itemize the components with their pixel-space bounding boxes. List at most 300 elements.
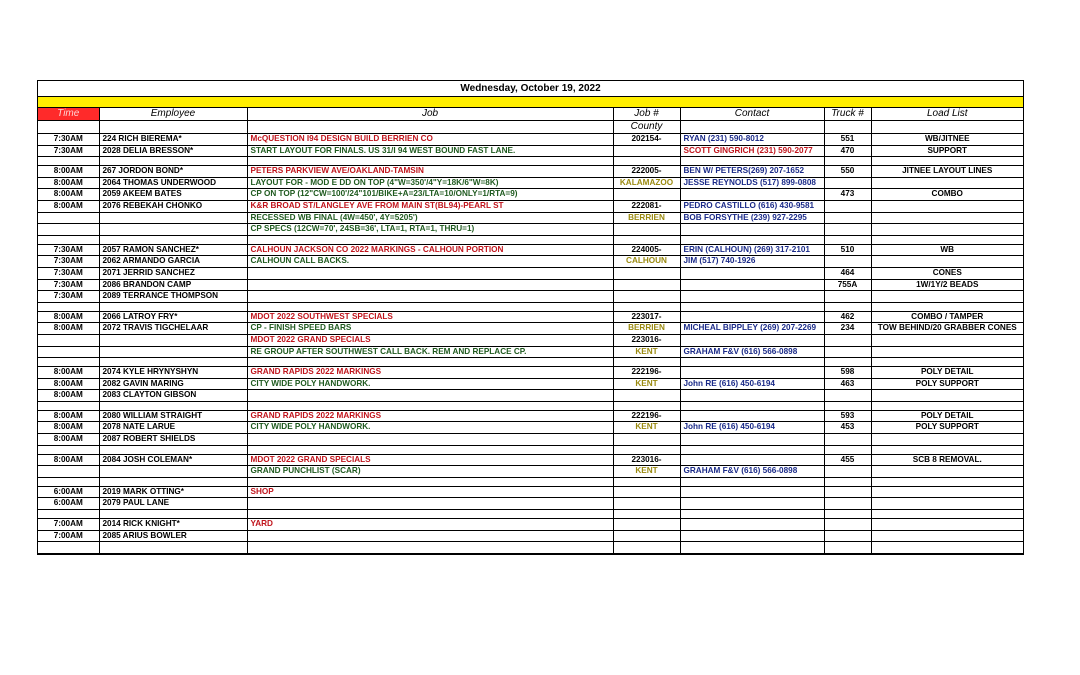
cell-truck <box>824 530 871 542</box>
table-row <box>38 323 1023 335</box>
cell-time <box>38 445 99 454</box>
cell-contact <box>680 410 824 422</box>
cell-contact <box>680 224 824 236</box>
cell-employee <box>99 334 247 346</box>
cell-contact <box>680 434 824 446</box>
cell-job-number <box>613 302 680 311</box>
cell-job-number: 223016- <box>613 334 680 346</box>
cell-job <box>247 279 613 291</box>
cell-truck <box>824 434 871 446</box>
cell-employee: 2014 RICK KNIGHT* <box>99 519 247 531</box>
cell-contact <box>680 445 824 454</box>
cell-employee: 2019 MARK OTTING* <box>99 486 247 498</box>
cell-truck <box>824 224 871 236</box>
cell-load-list <box>871 212 1023 224</box>
cell-job <box>247 390 613 402</box>
header-job-number: Job # <box>613 108 680 121</box>
cell-job <box>247 434 613 446</box>
cell-employee <box>99 542 247 554</box>
cell-time: 7:00AM <box>38 530 99 542</box>
cell-time: 8:00AM <box>38 390 99 402</box>
cell-time: 8:00AM <box>38 367 99 379</box>
cell-truck: 234 <box>824 323 871 335</box>
cell-contact <box>680 390 824 402</box>
cell-job: CALHOUN JACKSON CO 2022 MARKINGS - CALHOUN PORTION <box>247 244 613 256</box>
cell-job: MDOT 2022 SOUTHWEST SPECIALS <box>247 311 613 323</box>
cell-job-number <box>613 434 680 446</box>
cell-job-number: 202154- <box>613 134 680 146</box>
cell-contact <box>680 311 824 323</box>
cell-employee <box>99 510 247 519</box>
cell-job <box>247 291 613 303</box>
cell-load-list <box>871 177 1023 189</box>
cell-job-number <box>613 235 680 244</box>
cell-contact: GRAHAM F&V (616) 566-0898 <box>680 466 824 478</box>
cell-load-list: POLY SUPPORT <box>871 422 1023 434</box>
table-row <box>38 267 1023 279</box>
cell-truck <box>824 510 871 519</box>
cell-load-list <box>871 401 1023 410</box>
cell-contact <box>680 454 824 466</box>
cell-truck <box>824 334 871 346</box>
cell-time: 7:30AM <box>38 279 99 291</box>
cell-contact <box>680 358 824 367</box>
highlight-bar <box>38 97 1023 108</box>
cell-employee: 2089 TERRANCE THOMPSON <box>99 291 247 303</box>
cell-truck <box>824 256 871 268</box>
cell-contact <box>680 498 824 510</box>
cell-load-list <box>871 346 1023 358</box>
cell-job: GRAND RAPIDS 2022 MARKINGS <box>247 367 613 379</box>
cell-employee: 2059 AKEEM BATES <box>99 189 247 201</box>
cell-job-number <box>613 189 680 201</box>
table-row <box>38 434 1023 446</box>
cell-time: 8:00AM <box>38 311 99 323</box>
cell-contact <box>680 367 824 379</box>
cell-truck: 473 <box>824 189 871 201</box>
cell-job-number: 223016- <box>613 454 680 466</box>
cell-truck: 462 <box>824 311 871 323</box>
cell-load-list: SUPPORT <box>871 145 1023 157</box>
cell-load-list: COMBO <box>871 189 1023 201</box>
cell-time: 8:00AM <box>38 434 99 446</box>
cell-time: 7:30AM <box>38 256 99 268</box>
cell-job: MDOT 2022 GRAND SPECIALS <box>247 454 613 466</box>
cell-load-list <box>871 358 1023 367</box>
cell-contact: SCOTT GINGRICH (231) 590-2077 <box>680 145 824 157</box>
cell-truck <box>824 177 871 189</box>
cell-truck <box>824 486 871 498</box>
cell-load-list <box>871 302 1023 311</box>
cell-time: 7:30AM <box>38 267 99 279</box>
cell-job-number <box>613 486 680 498</box>
cell-truck: 463 <box>824 378 871 390</box>
cell-truck: 470 <box>824 145 871 157</box>
table-row <box>38 279 1023 291</box>
cell-job: K&R BROAD ST/LANGLEY AVE FROM MAIN ST(BL94)-PEARL ST <box>247 200 613 212</box>
cell-contact: BOB FORSYTHE (239) 927-2295 <box>680 212 824 224</box>
cell-time <box>38 542 99 554</box>
cell-truck: 510 <box>824 244 871 256</box>
table-row <box>38 235 1023 244</box>
table-row <box>38 358 1023 367</box>
cell-employee <box>99 346 247 358</box>
cell-employee <box>99 302 247 311</box>
cell-employee <box>99 235 247 244</box>
cell-truck: 598 <box>824 367 871 379</box>
schedule-sheet <box>37 80 1024 555</box>
cell-job-number <box>613 291 680 303</box>
cell-job: CALHOUN CALL BACKS. <box>247 256 613 268</box>
table-row <box>38 367 1023 379</box>
cell-time: 8:00AM <box>38 378 99 390</box>
table-row <box>38 401 1023 410</box>
cell-employee <box>99 212 247 224</box>
cell-time <box>38 401 99 410</box>
cell-load-list <box>871 466 1023 478</box>
table-row <box>38 224 1023 236</box>
cell-load-list: TOW BEHIND/20 GRABBER CONES <box>871 323 1023 335</box>
cell-job: GRAND RAPIDS 2022 MARKINGS <box>247 410 613 422</box>
cell-employee <box>99 224 247 236</box>
cell-time <box>38 302 99 311</box>
cell-job-number <box>613 498 680 510</box>
cell-job-number <box>613 530 680 542</box>
cell-truck <box>824 477 871 486</box>
cell-job: RE GROUP AFTER SOUTHWEST CALL BACK. REM AND REPLACE CP. <box>247 346 613 358</box>
cell-load-list: WB <box>871 244 1023 256</box>
table-row <box>38 157 1023 166</box>
cell-job-number: 222005- <box>613 166 680 178</box>
cell-truck: 464 <box>824 267 871 279</box>
cell-contact <box>680 279 824 291</box>
cell-employee <box>99 358 247 367</box>
table-row <box>38 244 1023 256</box>
cell-load-list <box>871 434 1023 446</box>
cell-load-list <box>871 498 1023 510</box>
cell-job-number: KENT <box>613 466 680 478</box>
cell-contact <box>680 189 824 201</box>
cell-employee: 2064 THOMAS UNDERWOOD <box>99 177 247 189</box>
cell-employee: 2079 PAUL LANE <box>99 498 247 510</box>
header-contact: Contact <box>680 108 824 121</box>
cell-job: CITY WIDE POLY HANDWORK. <box>247 378 613 390</box>
cell-truck <box>824 358 871 367</box>
cell-job-number: KENT <box>613 378 680 390</box>
cell-employee <box>99 466 247 478</box>
cell-truck <box>824 498 871 510</box>
cell-contact <box>680 401 824 410</box>
cell-contact: PEDRO CASTILLO (616) 430-9581 <box>680 200 824 212</box>
cell-load-list: POLY DETAIL <box>871 367 1023 379</box>
cell-job <box>247 445 613 454</box>
cell-job-number <box>613 542 680 554</box>
cell-job: CP - FINISH SPEED BARS <box>247 323 613 335</box>
cell-job-number <box>613 445 680 454</box>
cell-load-list: CONES <box>871 267 1023 279</box>
cell-truck <box>824 235 871 244</box>
cell-employee: 2072 TRAVIS TIGCHELAAR <box>99 323 247 335</box>
cell-job-number: BERRIEN <box>613 323 680 335</box>
cell-time <box>38 477 99 486</box>
cell-contact <box>680 235 824 244</box>
cell-job-number: CALHOUN <box>613 256 680 268</box>
cell-job <box>247 157 613 166</box>
cell-contact <box>680 530 824 542</box>
cell-employee: 224 RICH BIEREMA* <box>99 134 247 146</box>
cell-employee <box>99 401 247 410</box>
cell-employee: 2078 NATE LARUE <box>99 422 247 434</box>
table-row <box>38 189 1023 201</box>
cell-job <box>247 498 613 510</box>
table-row <box>38 334 1023 346</box>
cell-load-list <box>871 200 1023 212</box>
cell-contact: MICHEAL BIPPLEY (269) 207-2269 <box>680 323 824 335</box>
cell-contact: John RE (616) 450-6194 <box>680 378 824 390</box>
cell-contact <box>680 157 824 166</box>
schedule-table <box>38 108 1023 554</box>
cell-job: CITY WIDE POLY HANDWORK. <box>247 422 613 434</box>
cell-job-number: 222196- <box>613 367 680 379</box>
cell-truck <box>824 466 871 478</box>
cell-job <box>247 358 613 367</box>
cell-time: 7:00AM <box>38 519 99 531</box>
table-row <box>38 498 1023 510</box>
cell-truck <box>824 346 871 358</box>
cell-employee: 2085 ARIUS BOWLER <box>99 530 247 542</box>
cell-truck <box>824 200 871 212</box>
cell-job-number: KALAMAZOO <box>613 177 680 189</box>
cell-contact: GRAHAM F&V (616) 566-0898 <box>680 346 824 358</box>
cell-job <box>247 510 613 519</box>
cell-employee: 2087 ROBERT SHIELDS <box>99 434 247 446</box>
table-row <box>38 177 1023 189</box>
cell-truck <box>824 542 871 554</box>
header-county: County <box>613 121 680 134</box>
cell-job: CP SPECS (12CW=70', 24SB=36', LTA=1, RTA=1, THRU=1) <box>247 224 613 236</box>
cell-contact: BEN W/ PETERS(269) 207-1652 <box>680 166 824 178</box>
cell-contact: JESSE REYNOLDS (517) 899-0808 <box>680 177 824 189</box>
subheader-row <box>38 121 1023 134</box>
cell-contact: John RE (616) 450-6194 <box>680 422 824 434</box>
table-row <box>38 291 1023 303</box>
cell-contact: RYAN (231) 590-8012 <box>680 134 824 146</box>
cell-time <box>38 510 99 519</box>
cell-truck: 550 <box>824 166 871 178</box>
cell-time: 7:30AM <box>38 291 99 303</box>
cell-load-list <box>871 510 1023 519</box>
cell-time: 8:00AM <box>38 177 99 189</box>
header-time: Time <box>38 108 99 121</box>
cell-time: 8:00AM <box>38 410 99 422</box>
cell-truck: 455 <box>824 454 871 466</box>
table-row <box>38 519 1023 531</box>
cell-load-list <box>871 235 1023 244</box>
cell-employee: 2066 LATROY FRY* <box>99 311 247 323</box>
cell-load-list <box>871 477 1023 486</box>
cell-contact <box>680 510 824 519</box>
cell-time: 8:00AM <box>38 200 99 212</box>
cell-employee <box>99 157 247 166</box>
cell-contact: ERIN (CALHOUN) (269) 317-2101 <box>680 244 824 256</box>
cell-contact <box>680 291 824 303</box>
cell-job <box>247 542 613 554</box>
cell-employee: 267 JORDON BOND* <box>99 166 247 178</box>
cell-load-list <box>871 542 1023 554</box>
cell-job <box>247 302 613 311</box>
cell-load-list <box>871 291 1023 303</box>
cell-time <box>38 334 99 346</box>
cell-load-list: WB/JITNEE <box>871 134 1023 146</box>
cell-contact <box>680 486 824 498</box>
table-row <box>38 445 1023 454</box>
cell-time <box>38 212 99 224</box>
cell-time: 8:00AM <box>38 323 99 335</box>
cell-truck: 551 <box>824 134 871 146</box>
cell-time: 7:30AM <box>38 134 99 146</box>
cell-job-number <box>613 157 680 166</box>
cell-job-number <box>613 358 680 367</box>
cell-time: 8:00AM <box>38 166 99 178</box>
cell-time <box>38 235 99 244</box>
cell-load-list: JITNEE LAYOUT LINES <box>871 166 1023 178</box>
cell-job-number <box>613 519 680 531</box>
cell-contact <box>680 302 824 311</box>
table-row <box>38 410 1023 422</box>
cell-time <box>38 346 99 358</box>
cell-time: 7:30AM <box>38 145 99 157</box>
header-employee: Employee <box>99 108 247 121</box>
cell-time <box>38 466 99 478</box>
cell-employee: 2084 JOSH COLEMAN* <box>99 454 247 466</box>
cell-job: PETERS PARKVIEW AVE/OAKLAND-TAMSIN <box>247 166 613 178</box>
header-job: Job <box>247 108 613 121</box>
cell-employee: 2028 DELIA BRESSON* <box>99 145 247 157</box>
table-row <box>38 166 1023 178</box>
cell-contact <box>680 334 824 346</box>
table-row <box>38 454 1023 466</box>
header-row <box>38 108 1023 121</box>
cell-load-list <box>871 445 1023 454</box>
table-row <box>38 530 1023 542</box>
cell-load-list <box>871 256 1023 268</box>
cell-contact <box>680 477 824 486</box>
cell-time: 6:00AM <box>38 498 99 510</box>
cell-job <box>247 530 613 542</box>
table-row <box>38 486 1023 498</box>
cell-job-number <box>613 145 680 157</box>
cell-job: RECESSED WB FINAL (4W=450', 4Y=5205') <box>247 212 613 224</box>
cell-employee: 2083 CLAYTON GIBSON <box>99 390 247 402</box>
cell-job: MDOT 2022 GRAND SPECIALS <box>247 334 613 346</box>
cell-employee: 2080 WILLIAM STRAIGHT <box>99 410 247 422</box>
cell-load-list <box>871 390 1023 402</box>
cell-contact <box>680 542 824 554</box>
cell-truck <box>824 519 871 531</box>
cell-time <box>38 157 99 166</box>
cell-employee: 2071 JERRID SANCHEZ <box>99 267 247 279</box>
table-row <box>38 477 1023 486</box>
cell-job: START LAYOUT FOR FINALS. US 31/I 94 WEST BOUND FAST LANE. <box>247 145 613 157</box>
cell-job-number: 223017- <box>613 311 680 323</box>
cell-job <box>247 235 613 244</box>
table-row <box>38 510 1023 519</box>
cell-time <box>38 224 99 236</box>
cell-employee: 2062 ARMANDO GARCIA <box>99 256 247 268</box>
cell-time: 8:00AM <box>38 189 99 201</box>
cell-load-list <box>871 530 1023 542</box>
schedule-date: Wednesday, October 19, 2022 <box>38 81 1023 97</box>
cell-load-list <box>871 157 1023 166</box>
cell-job-number <box>613 477 680 486</box>
cell-job-number: BERRIEN <box>613 212 680 224</box>
cell-job <box>247 477 613 486</box>
cell-job: SHOP <box>247 486 613 498</box>
table-row <box>38 542 1023 554</box>
cell-load-list: COMBO / TAMPER <box>871 311 1023 323</box>
cell-time: 8:00AM <box>38 454 99 466</box>
cell-job-number <box>613 390 680 402</box>
table-row <box>38 346 1023 358</box>
cell-truck: 453 <box>824 422 871 434</box>
cell-job-number <box>613 401 680 410</box>
cell-job-number: KENT <box>613 422 680 434</box>
cell-job <box>247 267 613 279</box>
cell-time <box>38 358 99 367</box>
cell-load-list <box>871 334 1023 346</box>
table-row <box>38 302 1023 311</box>
cell-time: 6:00AM <box>38 486 99 498</box>
table-row <box>38 466 1023 478</box>
cell-employee <box>99 477 247 486</box>
cell-employee: 2076 REBEKAH CHONKO <box>99 200 247 212</box>
cell-job-number <box>613 224 680 236</box>
cell-job-number: 222196- <box>613 410 680 422</box>
table-row <box>38 134 1023 146</box>
header-load-list: Load List <box>871 108 1023 121</box>
cell-contact <box>680 519 824 531</box>
cell-job-number <box>613 510 680 519</box>
table-row <box>38 200 1023 212</box>
table-row <box>38 145 1023 157</box>
cell-job: McQUESTION I94 DESIGN BUILD BERRIEN CO <box>247 134 613 146</box>
cell-truck <box>824 157 871 166</box>
table-row <box>38 311 1023 323</box>
header-truck: Truck # <box>824 108 871 121</box>
cell-job-number <box>613 267 680 279</box>
cell-job: CP ON TOP (12"CW=100'/24"101/BIKE+A=23/LTA=10/ONLY=1/RTA=9) <box>247 189 613 201</box>
table-row <box>38 422 1023 434</box>
cell-employee: 2082 GAVIN MARING <box>99 378 247 390</box>
cell-job-number: 224005- <box>613 244 680 256</box>
cell-time: 8:00AM <box>38 422 99 434</box>
cell-load-list <box>871 224 1023 236</box>
cell-job-number: KENT <box>613 346 680 358</box>
cell-job: GRAND PUNCHLIST (SCAR) <box>247 466 613 478</box>
table-row <box>38 390 1023 402</box>
cell-job: YARD <box>247 519 613 531</box>
cell-truck <box>824 291 871 303</box>
cell-job-number: 222081- <box>613 200 680 212</box>
cell-job-number <box>613 279 680 291</box>
cell-truck: 755A <box>824 279 871 291</box>
cell-truck <box>824 390 871 402</box>
cell-employee: 2074 KYLE HRYNYSHYN <box>99 367 247 379</box>
table-row <box>38 256 1023 268</box>
cell-employee: 2086 BRANDON CAMP <box>99 279 247 291</box>
cell-employee: 2057 RAMON SANCHEZ* <box>99 244 247 256</box>
cell-contact <box>680 267 824 279</box>
